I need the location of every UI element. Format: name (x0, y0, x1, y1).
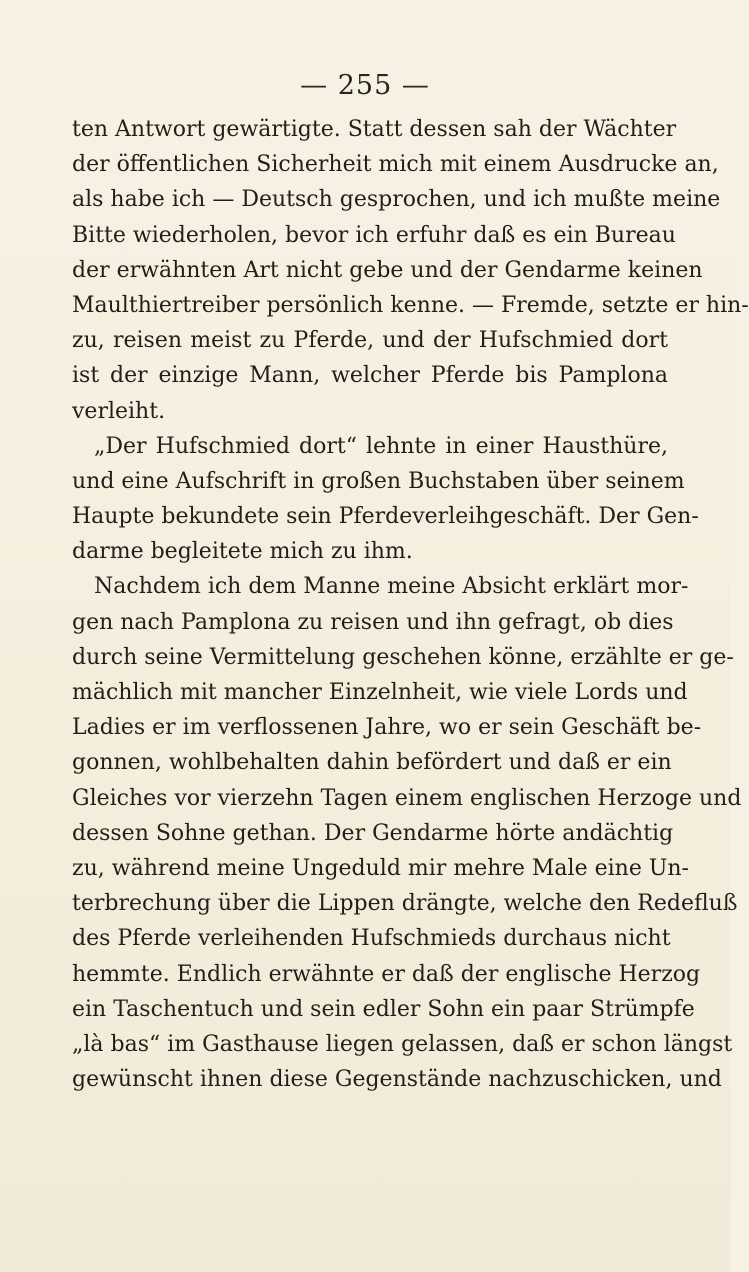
text-line: zu, reisen meist zu Pferde, und der Hufschmied dort (72, 328, 668, 354)
text-line: der öffentlichen Sicherheit mich mit einem Ausdrucke an, (72, 152, 719, 178)
text-line: darme begleitete mich zu ihm. (72, 539, 413, 565)
text-line: „Der Hufschmied dort“ lehnte in einer Hausthüre, (94, 433, 668, 459)
text-line: des Pferde verleihenden Hufschmieds durchaus nicht (72, 926, 671, 952)
text-line: durch seine Vermittelung geschehen könne, erzählte er ge- (72, 644, 734, 670)
text-line: Nachdem ich dem Manne meine Absicht erklärt mor- (94, 574, 689, 600)
text-line: verleiht. (72, 398, 166, 424)
text-line: ist der einzige Mann, welcher Pferde bis Pamplona (72, 363, 668, 389)
text-line: gonnen, wohlbehalten dahin befördert und daß er ein (72, 750, 672, 776)
text-line: zu, während meine Ungeduld mir mehre Male eine Un- (72, 855, 689, 881)
text-line: und eine Aufschrift in großen Buchstaben über seinem (72, 468, 685, 494)
text-line: der erwähnten Art nicht gebe und der Gendarme keinen (72, 257, 703, 283)
text-line: hemmte. Endlich erwähnte er daß der englische Herzog (72, 961, 701, 987)
text-line: mächlich mit mancher Einzelnheit, wie viele Lords und (72, 680, 688, 705)
text-line: ein Taschentuch und sein edler Sohn ein paar Strümpfe (72, 996, 695, 1022)
page-number: — 255 — (300, 70, 430, 101)
text-line: Haupte bekundete sein Pferdeverleihgeschäft. Der Gen- (72, 504, 699, 530)
text-line: Maulthiertreiber persönlich kenne. — Fremde, setzte er hin- (72, 292, 749, 318)
text-line: gewünscht ihnen diese Gegenstände nachzuschicken, und (72, 1067, 722, 1093)
text-line: Bitte wiederholen, bevor ich erfuhr daß es ein Bureau (72, 222, 676, 248)
text-line: dessen Sohne gethan. Der Gendarme hörte andächtig (72, 820, 674, 846)
text-line: Gleiches vor vierzehn Tagen einem englischen Herzoge und (72, 785, 742, 811)
text-line: ten Antwort gewärtigte. Statt dessen sah der Wächter (72, 117, 677, 142)
body-text (72, 112, 749, 1097)
text-line: gen nach Pamplona zu reisen und ihn gefragt, ob dies (72, 609, 674, 635)
text-line: als habe ich — Deutsch gesprochen, und ich mußte meine (72, 187, 721, 213)
text-line: terbrechung über die Lippen drängte, welche den Redefluß (72, 891, 738, 917)
text-line: Ladies er im verflossenen Jahre, wo er sein Geschäft be- (72, 715, 702, 741)
text-line: „là bas“ im Gasthause liegen gelassen, daß er schon längst (72, 1031, 733, 1057)
